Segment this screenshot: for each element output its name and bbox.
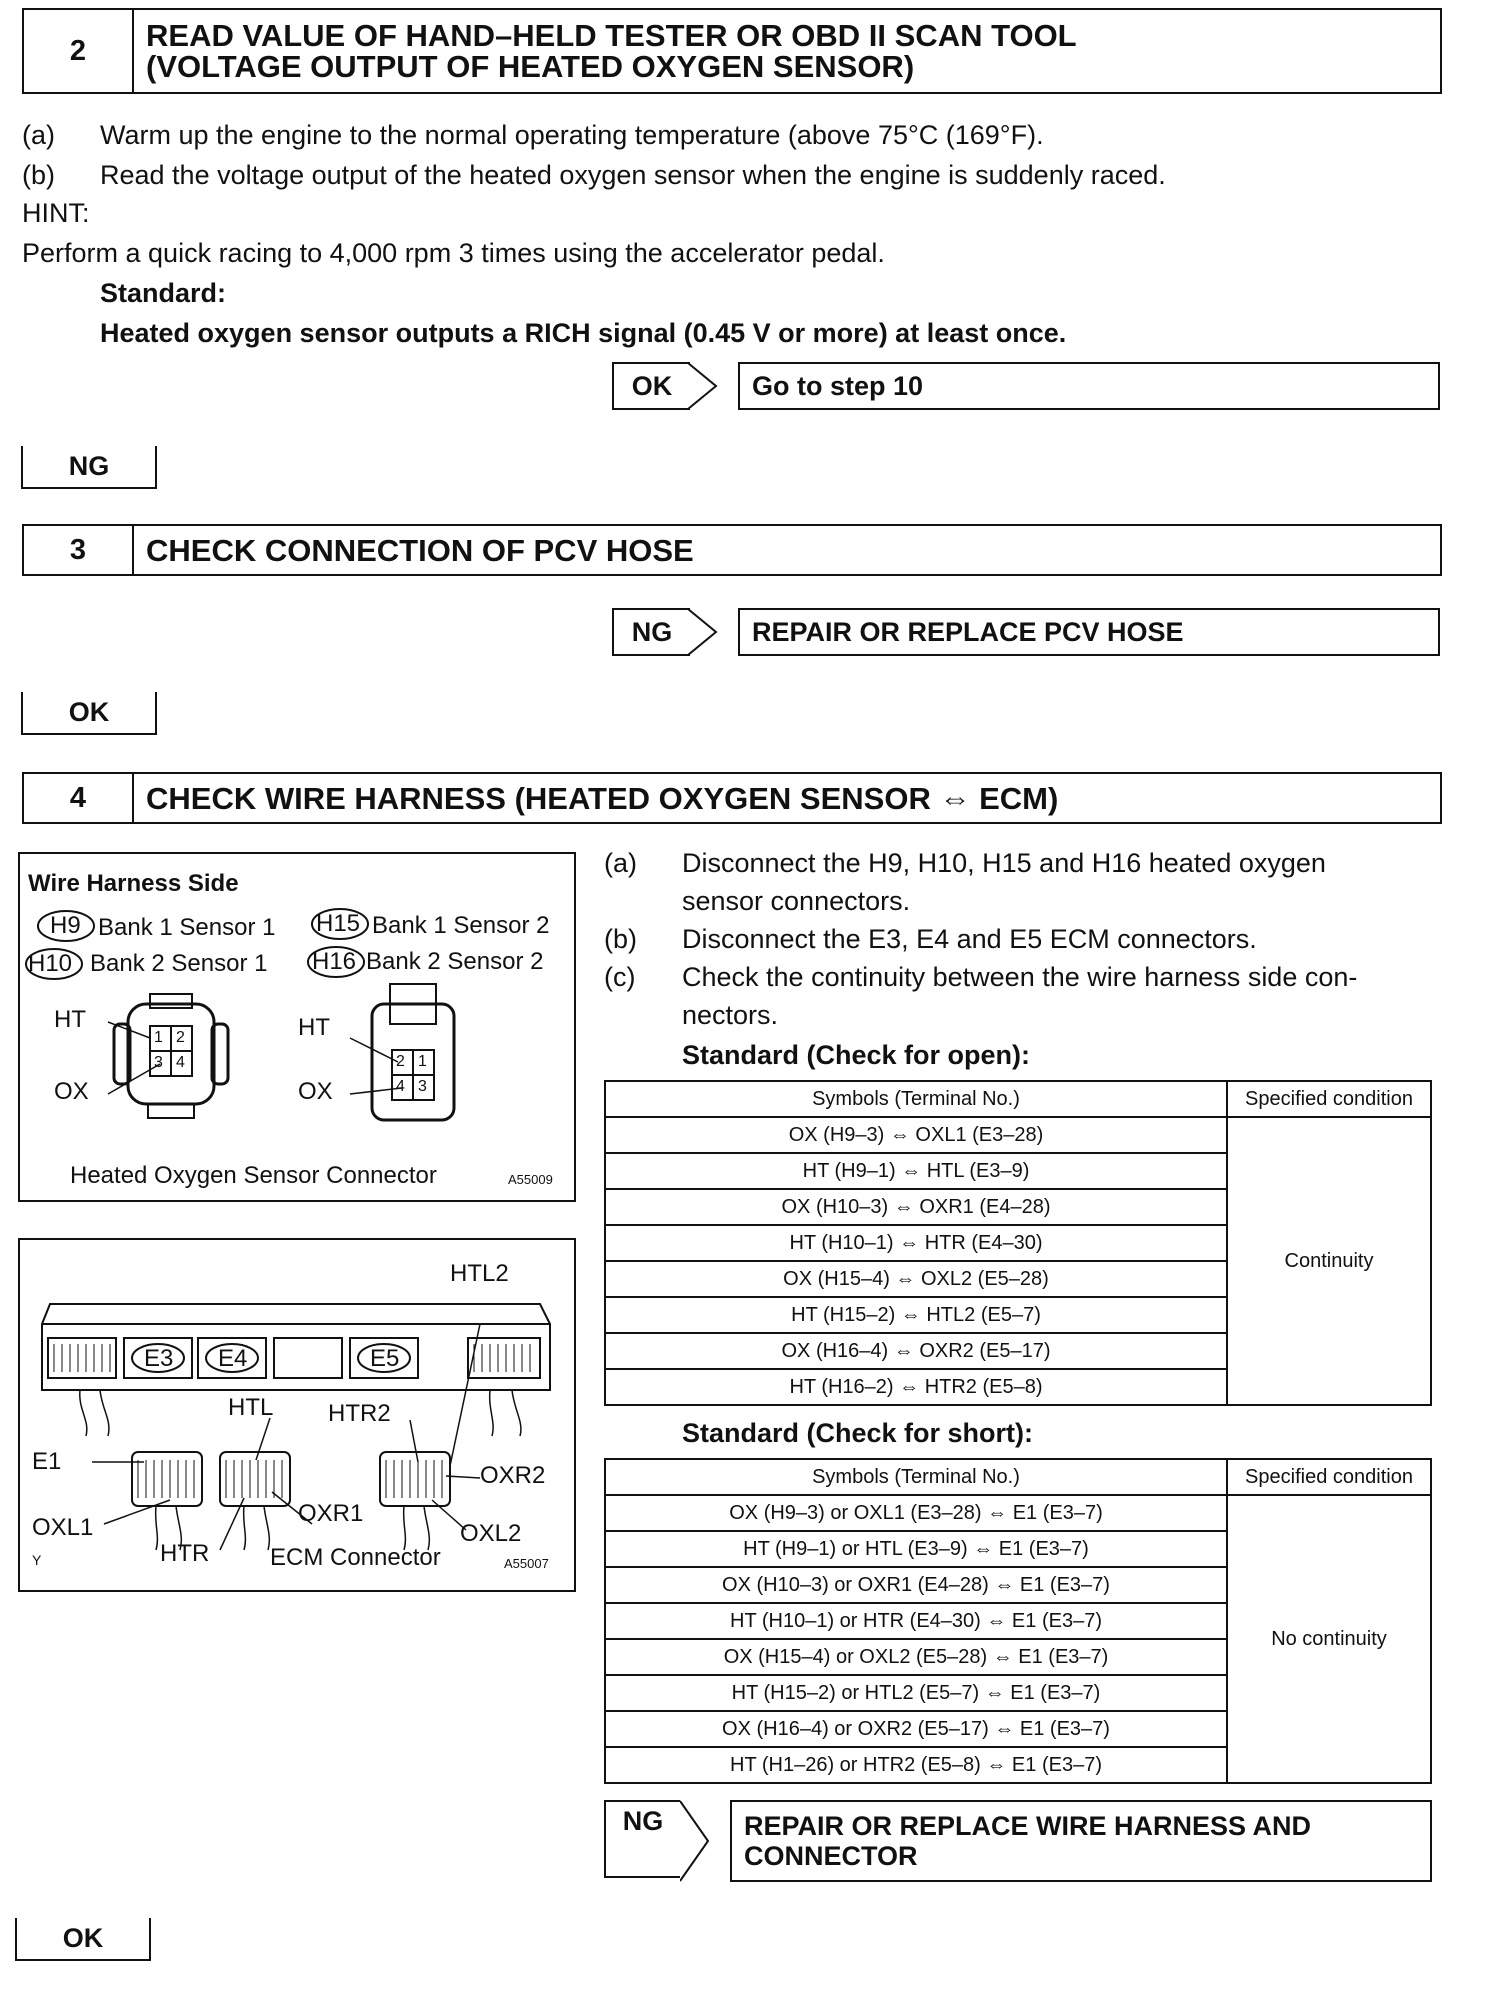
label-oxr1: OXR1 (298, 1500, 364, 1527)
step-number: 4 (24, 774, 134, 822)
symbol-cell: OX (H15–4) or OXL2 (E5–28) ⇔ E1 (E3–7) (605, 1639, 1227, 1675)
step-number: 2 (24, 10, 134, 92)
step-title (134, 10, 1440, 92)
step4-a-label: (a) (604, 848, 637, 878)
label-ht-left: HT (54, 1006, 86, 1033)
figure-heading: Wire Harness Side (28, 870, 239, 897)
pin-label: 4 (396, 1078, 405, 1095)
column-header-symbols: Symbols (Terminal No.) (605, 1459, 1227, 1495)
table-row (605, 1495, 1431, 1531)
hint-label: HINT: (22, 198, 90, 228)
result-arrow-icon (680, 1800, 714, 1882)
condition-cell: No continuity (1227, 1495, 1431, 1783)
step4-c-text: Check the continuity between the wire harness side con- (682, 962, 1358, 992)
step4-a-text: Disconnect the H9, H10, H15 and H16 heated oxygen (682, 848, 1326, 878)
label-htr2: HTR2 (328, 1400, 391, 1427)
result-arrow-icon (688, 362, 722, 410)
step-title: CHECK CONNECTION OF PCV HOSE (146, 532, 694, 568)
label-htr: HTR (160, 1540, 210, 1567)
label-y: Y (32, 1552, 42, 1568)
table-header-row (605, 1081, 1431, 1117)
symbol-cell: OX (H9–3) ⇔ OXL1 (E3–28) (605, 1117, 1227, 1153)
label-oxr2: OXR2 (480, 1462, 546, 1489)
result-action-box (730, 1800, 1432, 1882)
figure-caption: Heated Oxygen Sensor Connector (70, 1162, 437, 1189)
result-action-line: REPAIR OR REPLACE WIRE HARNESS AND (744, 1811, 1312, 1841)
label-bank2-sensor1: Bank 2 Sensor 1 (90, 950, 268, 977)
table-header-row (605, 1459, 1431, 1495)
label-e4: E4 (218, 1345, 248, 1372)
label-h10: H10 (28, 950, 73, 977)
label-ox-right: OX (298, 1078, 333, 1105)
ecm-connector-figure (18, 1238, 576, 1592)
label-htl: HTL (228, 1394, 274, 1421)
step4-c-text-cont: nectors. (682, 1000, 779, 1030)
short-check-table (604, 1458, 1432, 1784)
step-4-header (22, 772, 1442, 824)
sensor-connector-figure (18, 852, 576, 1202)
step4-b-text: Disconnect the E3, E4 and E5 ECM connectors. (682, 924, 1257, 954)
step-3-header (22, 524, 1442, 576)
symbol-cell: OX (H16–4) ⇔ OXR2 (E5–17) (605, 1333, 1227, 1369)
step-title: CHECK WIRE HARNESS (HEATED OXYGEN SENSOR ⇔ ECM) (146, 780, 1059, 816)
label-oxl2: OXL2 (460, 1520, 522, 1547)
label-bank2-sensor2: Bank 2 Sensor 2 (366, 948, 544, 975)
result-ng-label: NG (604, 1800, 680, 1878)
step-2-header (22, 8, 1442, 94)
label-bank1-sensor1: Bank 1 Sensor 1 (98, 914, 276, 941)
symbol-cell: HT (H16–2) ⇔ HTR2 (E5–8) (605, 1369, 1227, 1405)
symbol-cell: OX (H10–3) ⇔ OXR1 (E4–28) (605, 1189, 1227, 1225)
symbol-cell: OX (H9–3) or OXL1 (E3–28) ⇔ E1 (E3–7) (605, 1495, 1227, 1531)
step-title-line: READ VALUE OF HAND–HELD TESTER OR OBD II SCAN TOOL (146, 18, 1077, 53)
short-standard-label: Standard (Check for short): (682, 1418, 1034, 1448)
step4-c-label: (c) (604, 962, 636, 992)
next-tab-ok-label: OK (68, 696, 110, 727)
label-e3: E3 (144, 1345, 174, 1372)
standard-text: Heated oxygen sensor outputs a RICH signal (0.45 V or more) at least once. (100, 318, 1067, 348)
result-ok-label: OK (612, 362, 690, 410)
label-e5: E5 (370, 1345, 400, 1372)
step-title-line: (VOLTAGE OUTPUT OF HEATED OXYGEN SENSOR) (146, 49, 915, 84)
symbol-cell: HT (H9–1) or HTL (E3–9) ⇔ E1 (E3–7) (605, 1531, 1227, 1567)
open-standard-label: Standard (Check for open): (682, 1040, 1031, 1070)
result-ng-label: NG (612, 608, 690, 656)
condition-cell: Continuity (1227, 1117, 1431, 1405)
open-check-table (604, 1080, 1432, 1406)
column-header-symbols: Symbols (Terminal No.) (605, 1081, 1227, 1117)
sensor-connector-drawing (20, 854, 574, 1200)
label-h15: H15 (316, 910, 361, 937)
pin-label: 2 (396, 1053, 405, 1070)
symbol-cell: HT (H15–2) or HTL2 (E5–7) ⇔ E1 (E3–7) (605, 1675, 1227, 1711)
symbol-cell: OX (H15–4) ⇔ OXL2 (E5–28) (605, 1261, 1227, 1297)
pin-label: 1 (418, 1053, 427, 1070)
next-tab-ok-label: OK (62, 1922, 104, 1953)
figure-caption: ECM Connector (270, 1544, 441, 1571)
next-tab-ng-label: NG (68, 450, 110, 481)
column-header-condition: Specified condition (1227, 1459, 1431, 1495)
step2-a-label: (a) (22, 120, 55, 150)
figure-code: A55009 (508, 1172, 553, 1187)
symbol-cell: OX (H10–3) or OXR1 (E4–28) ⇔ E1 (E3–7) (605, 1567, 1227, 1603)
step2-a-text: Warm up the engine to the normal operating temperature (above 75°C (169°F). (100, 120, 1044, 150)
symbol-cell: HT (H10–1) ⇔ HTR (E4–30) (605, 1225, 1227, 1261)
pin-label: 2 (176, 1029, 185, 1046)
table-row (605, 1117, 1431, 1153)
symbol-cell: OX (H16–4) or OXR2 (E5–17) ⇔ E1 (E3–7) (605, 1711, 1227, 1747)
result-action-box: REPAIR OR REPLACE PCV HOSE (738, 608, 1440, 656)
step2-b-text: Read the voltage output of the heated oxygen sensor when the engine is suddenly raced. (100, 160, 1166, 190)
label-htl2: HTL2 (450, 1260, 509, 1287)
label-e1: E1 (32, 1448, 62, 1475)
step2-b-label: (b) (22, 160, 55, 190)
label-ht-right: HT (298, 1014, 330, 1041)
result-action-line: CONNECTOR (744, 1841, 918, 1871)
result-arrow-icon (688, 608, 722, 656)
symbol-cell: HT (H1–26) or HTR2 (E5–8) ⇔ E1 (E3–7) (605, 1747, 1227, 1783)
pin-label: 4 (176, 1054, 185, 1071)
symbol-cell: HT (H15–2) ⇔ HTL2 (E5–7) (605, 1297, 1227, 1333)
standard-label: Standard: (100, 278, 227, 308)
step4-b-label: (b) (604, 924, 637, 954)
result-action-box: Go to step 10 (738, 362, 1440, 410)
step4-a-text-cont: sensor connectors. (682, 886, 911, 916)
symbol-cell: HT (H10–1) or HTR (E4–30) ⇔ E1 (E3–7) (605, 1603, 1227, 1639)
step-number: 3 (24, 526, 134, 574)
column-header-condition: Specified condition (1227, 1081, 1431, 1117)
symbol-cell: HT (H9–1) ⇔ HTL (E3–9) (605, 1153, 1227, 1189)
label-h9: H9 (50, 912, 81, 939)
figure-code: A55007 (504, 1556, 549, 1571)
label-h16: H16 (312, 948, 357, 975)
pin-label: 3 (418, 1078, 427, 1095)
label-ox-left: OX (54, 1078, 89, 1105)
label-bank1-sensor2: Bank 1 Sensor 2 (372, 912, 550, 939)
pin-label: 3 (154, 1054, 163, 1071)
label-oxl1: OXL1 (32, 1514, 94, 1541)
hint-text: Perform a quick racing to 4,000 rpm 3 times using the accelerator pedal. (22, 238, 885, 268)
pin-label: 1 (154, 1029, 163, 1046)
